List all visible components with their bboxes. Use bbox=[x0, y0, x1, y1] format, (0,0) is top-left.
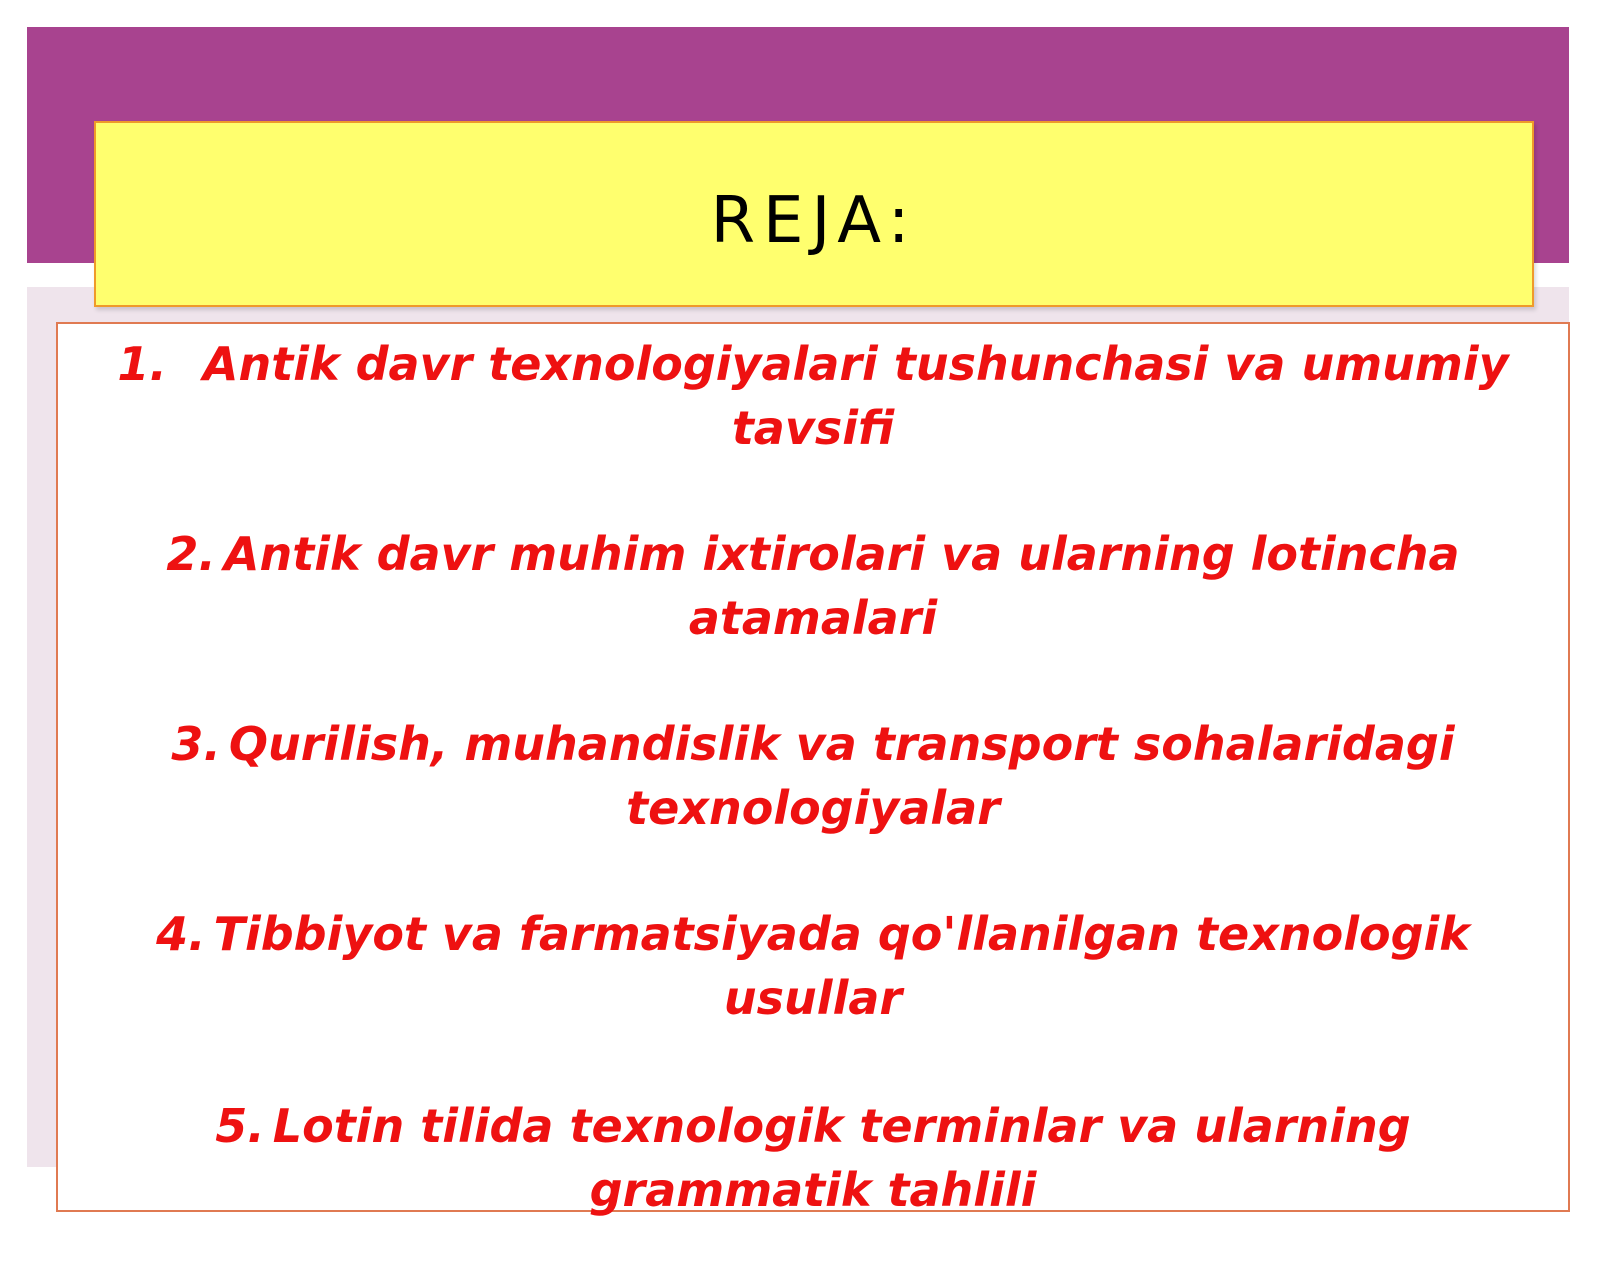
plan-item-number: 1. bbox=[117, 337, 167, 391]
plan-item-text: Lotin tilida texnologik terminlar va ularning grammatik tahlili bbox=[272, 1099, 1411, 1217]
plan-item-number: 5. bbox=[215, 1099, 265, 1153]
plan-item-4 bbox=[58, 902, 1568, 1030]
plan-item-text: Tibbiyot va farmatsiyada qo'llanilgan texnologik usullar bbox=[213, 907, 1470, 1025]
plan-item-1 bbox=[58, 332, 1568, 460]
plan-item-number: 4. bbox=[156, 907, 206, 961]
plan-item-text: Antik davr texnologiyalari tushunchasi va umumiy tavsifi bbox=[202, 337, 1509, 455]
plan-item-5 bbox=[58, 1094, 1568, 1222]
content-box bbox=[56, 322, 1570, 1217]
title-box bbox=[94, 121, 1534, 307]
plan-item-2 bbox=[58, 522, 1568, 650]
plan-item-text: Antik davr muhim ixtirolari va ularning lotincha atamalari bbox=[223, 527, 1460, 645]
plan-item-number: 2. bbox=[166, 527, 216, 581]
slide-title: REJA: bbox=[710, 184, 918, 258]
plan-item-3 bbox=[58, 712, 1568, 840]
plan-item-number: 3. bbox=[171, 717, 221, 771]
plan-item-text: Qurilish, muhandislik va transport sohalaridagi texnologiyalar bbox=[228, 717, 1455, 835]
plan-list bbox=[58, 332, 1568, 1284]
